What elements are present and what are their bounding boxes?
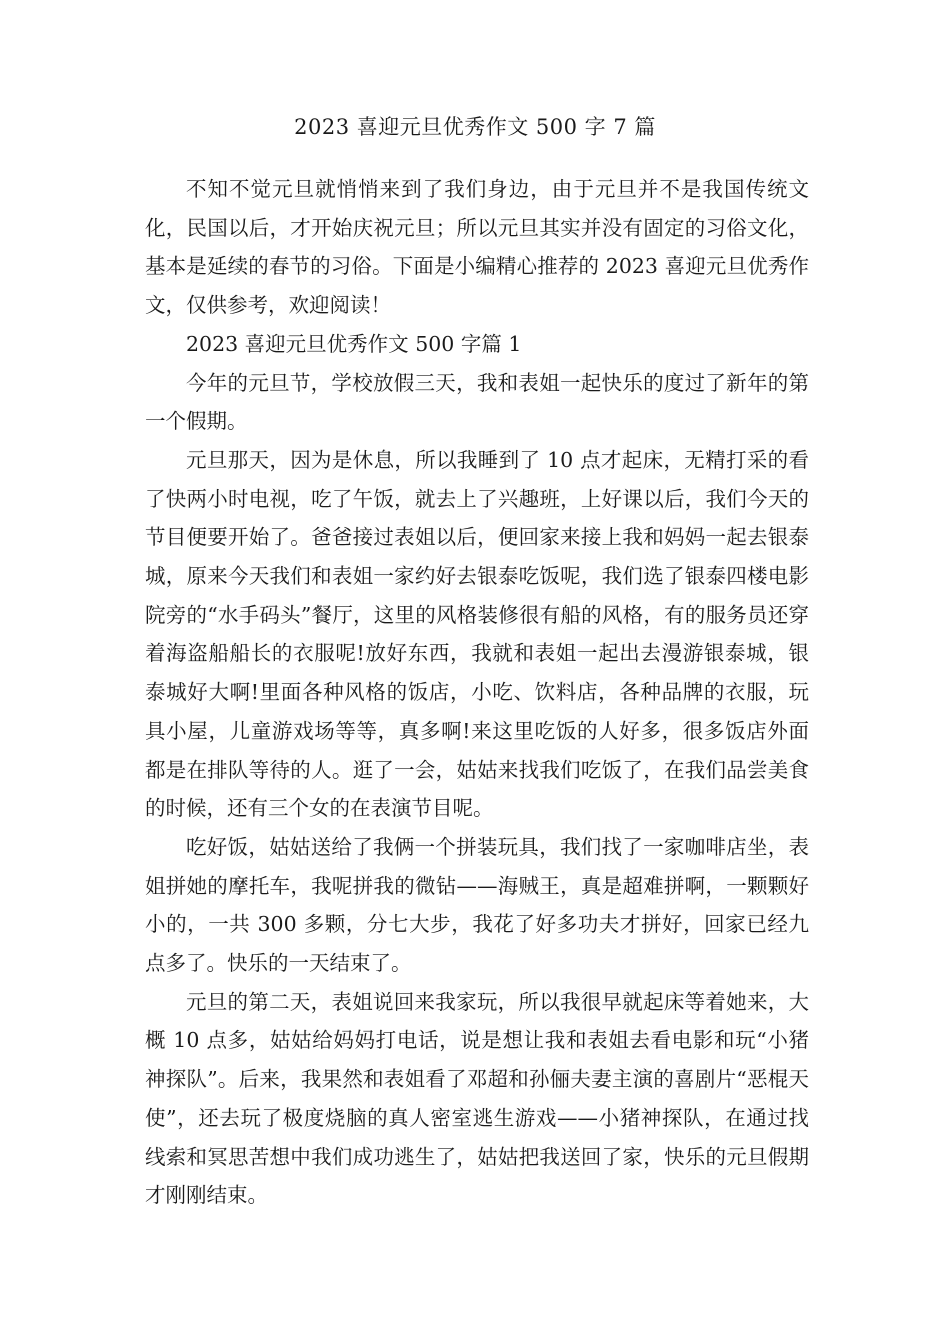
body-paragraph: 今年的元旦节，学校放假三天，我和表姐一起快乐的度过了新年的第一个假期。 xyxy=(145,370,809,434)
intro-paragraph: 不知不觉元旦就悄悄来到了我们身边，由于元旦并不是我国传统文化，民国以后，才开始庆祝元旦；所以元旦其实并没有固定的习俗文化，基本是延续的春节的习俗。下面是小编精心推荐的 2023 喜迎元旦优秀作文，仅供参考，欢迎阅读！ xyxy=(145,177,809,318)
section-heading: 2023 喜迎元旦优秀作文 500 字篇 1 xyxy=(186,331,522,356)
document-body xyxy=(145,170,809,1215)
document-title: 2023 喜迎元旦优秀作文 500 字 7 篇 xyxy=(294,115,656,139)
body-paragraph: 元旦那天，因为是休息，所以我睡到了 10 点才起床，无精打采的看了快两小时电视，吃了午饭，就去上了兴趣班，上好课以后，我们今天的节目便要开始了。爸爸接过表姐以后，便回家来接上我和妈妈一起去银泰城，原来今天我们和表姐一家约好去银泰吃饭呢，我们选了银泰四楼电影院旁的“水手码头”餐厅，这里的风格装修很有船的风格，有的服务员还穿着海盗船船长的衣服呢!放好东西，我就和表姐一起出去漫游银泰城，银泰城好大啊!里面各种风格的饭店，小吃、饮料店，各种品牌的衣服，玩具小屋，儿童游戏场等等，真多啊!来这里吃饭的人好多，很多饭店外面都是在排队等待的人。逛了一会，姑姑来找我们吃饭了，在我们品尝美食的时候，还有三个女的在表演节目呢。 xyxy=(145,447,809,821)
body-paragraph: 元旦的第二天，表姐说回来我家玩，所以我很早就起床等着她来，大概 10 点多，姑姑给妈妈打电话，说是想让我和表姐去看电影和玩“小猪神探队”。后来，我果然和表姐看了邓超和孙俪夫妻主演的喜剧片“恶棍天使”，还去玩了极度烧脑的真人密室逃生游戏——小猪神探队，在通过找线索和冥思苦想中我们成功逃生了，姑姑把我送回了家，快乐的元旦假期才刚刚结束。 xyxy=(145,989,809,1208)
body-paragraph: 吃好饭，姑姑送给了我俩一个拼装玩具，我们找了一家咖啡店坐，表姐拼她的摩托车，我呢拼我的微钻——海贼王，真是超难拼啊，一颗颗好小的，一共 300 多颗，分七大步，我花了好多功夫才拼好，回家已经九点多了。快乐的一天结束了。 xyxy=(145,834,809,976)
